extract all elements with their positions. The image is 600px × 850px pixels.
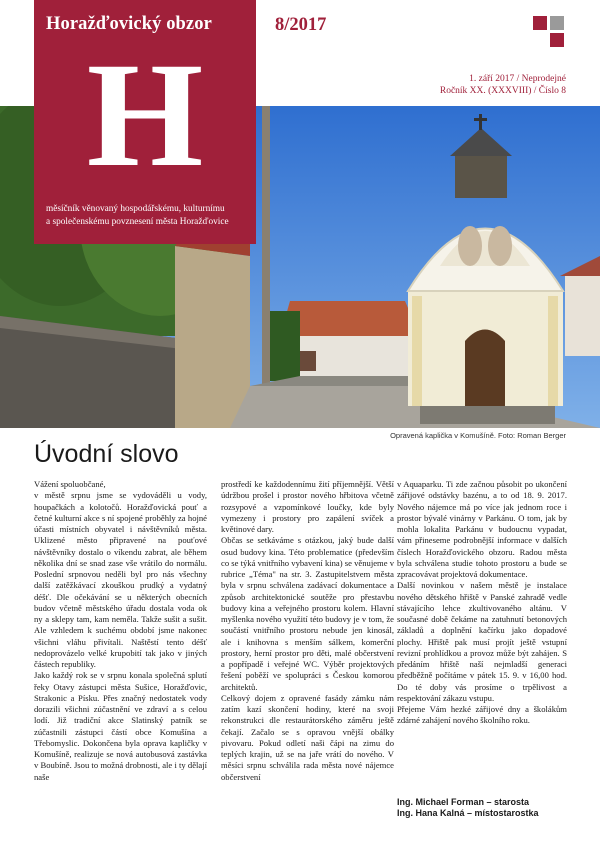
paragraph: Přejeme Vám hezké zářijové dny a školákům zdárné zahájení nového školního roku. (397, 704, 567, 726)
issue-number: 8/2017 (275, 15, 327, 35)
article-column-1 (34, 479, 207, 783)
photo-caption: Opravená kaplička v Komušíně. Foto: Roman Berger (390, 431, 566, 440)
article-signatures (397, 797, 539, 819)
paragraph: v Aquaparku. Ti zde začnou působit po ukončení zářijové odstávky bazénu, a to od 18. 9. 2017. Nového nájemce má po více jak jednom roce i prostor bývalé vinárny v Parkánu. O tom, jak by mohla lokalita Parkánu v budoucnu vypadat, vám přineseme podrobnější informace v dalších číslech Horažďovického obzoru. Radou města byla schválena studie tohoto prostoru a bude se zpracovávat projektová dokumentace. (397, 479, 567, 579)
masthead-block (34, 0, 256, 244)
magazine-title: Horažďovický obzor (46, 14, 212, 34)
paragraph: Vážení spoluobčané, (34, 479, 106, 489)
article-heading: Úvodní slovo (34, 440, 179, 468)
signature-deputy: Ing. Hana Kalná – místostarostka (397, 808, 539, 818)
paragraph: v městě srpnu jsme se vydováděli u vody, houpačkách a kolotočů. Horažďovická pouť a četné kulturní akce s ní spojené proběhly za hojné účasti místních obyvatel i návštěvníků města. Uklizené město připravené na pouťové návštěvníky dostalo o víkendu zabrat, ale během několika dní se snad zase vše vrátilo do normálu. Poslední srpnovou neděli byl pro nás všechny další zatěžkávací zkouškou prudký a vydatný déšť. Dle očekávání se u některých obecních budov včetně městského úřadu dostala voda ok ny a sklepy tam, kam neměla. Takže sušit a sušit. Ale vzhledem k suchému období jsme nakonec všichni vláhu přivítali. Naštěstí tento déšť nedoprovázelo velké krupobití tak jako v jiných částech republiky. (34, 490, 207, 669)
paragraph: Další novinkou v našem městě je instalace nového dětského hřiště v Panské zahradě vedle stávajícího lehce zkultivovaného altánu. V současné době čekáme na zatuhnutí betonových základů a doplnění kačírku jako dopadové plochy. Hřiště pak musí projít ještě vstupní revizní prohlídkou a provoz může být zahájen. S předáním hřiště naší nejmladší generaci předběžně počítáme v pátek 15. 9. v 16,00 hod. Do té doby vás prosíme o trpělivost a respektování zákazu vstupu. (397, 580, 567, 703)
article-column-3 (397, 479, 567, 727)
issue-date: 1. září 2017 / Neprodejné (469, 74, 566, 84)
squares-logo-icon (533, 16, 565, 48)
paragraph: Občas se setkáváme s otázkou, jaký bude další osud budovy kina. Této problematice (především co se týká vnitřního vybavení kina) se věnujeme v rubrice „Téma" na str. 3. Zastupitelstvem města byla v srpnu schválena zadávací dokumentace a způsob architektonické soutěže pro přestavbu budovy kina a veřejného prostoru kolem. Hlavní myšlenka nového využití této budovy je v tom, že součástí vnitřního prostoru nebude jen kinosál, ale i knihovna s menším sálkem, komerční prostory, herní prostor pro děti, malé občerstvení a popřípadě i veřejné WC. Výběr projektových řešení poběží ve spolupráci s Českou komorou architektů. (221, 535, 394, 692)
tagline-line-1: měsíčník věnovaný hospodářskému, kulturnímu (46, 204, 225, 214)
issue-volume: Ročník XX. (XXXVIII) / Číslo 8 (439, 86, 566, 96)
issue-dateline (440, 73, 566, 97)
masthead-tagline (46, 203, 229, 228)
article-column-2 (221, 479, 394, 783)
masthead-letter: H (86, 32, 204, 198)
paragraph: Jako každý rok se v srpnu konala společná splutí řeky Otavy zástupci města Sušice, Horažďovic, Strakonic a Písku. Přes značný nedostatek vody dorazili všichni zúčastnění ve zdraví a s celou lodí. Již tradiční akce Slatinský patník se zúčastnili zástupci částí obce Komušína a Třebomyslic. Dokončena byla oprava kapličky v Komušíně, realizuje se nová autobusová zastávka v Boubíně. Jsou to možná drobnosti, ale i ty dělají naše (34, 670, 207, 782)
paragraph: prostředí ke každodennímu žití příjemnější. Větší údržbou prošel i prostor nového hřbitova včetně rozsypové a vzpomínkové loučky, kde byly vymezeny i prostory pro zapálení svíček a květinové dary. (221, 479, 394, 534)
paragraph: Celkový dojem z opravené fasády zámku nám zatím kazí skončení hodiny, které na svoji rekonstrukci dle restaurátorského záměru ještě čekají. Začalo se s opravou vnější obálky pivovaru. Pokud odletí naši čápi na zimu do teplých krajin, už se na jaře vrátí do nového. V měsíci srpnu schválila rada města nové nájemce občerstvení (221, 692, 394, 782)
tagline-line-2: a společenskému povznesení města Horažďovice (46, 216, 229, 227)
signature-mayor: Ing. Michael Forman – starosta (397, 797, 530, 807)
